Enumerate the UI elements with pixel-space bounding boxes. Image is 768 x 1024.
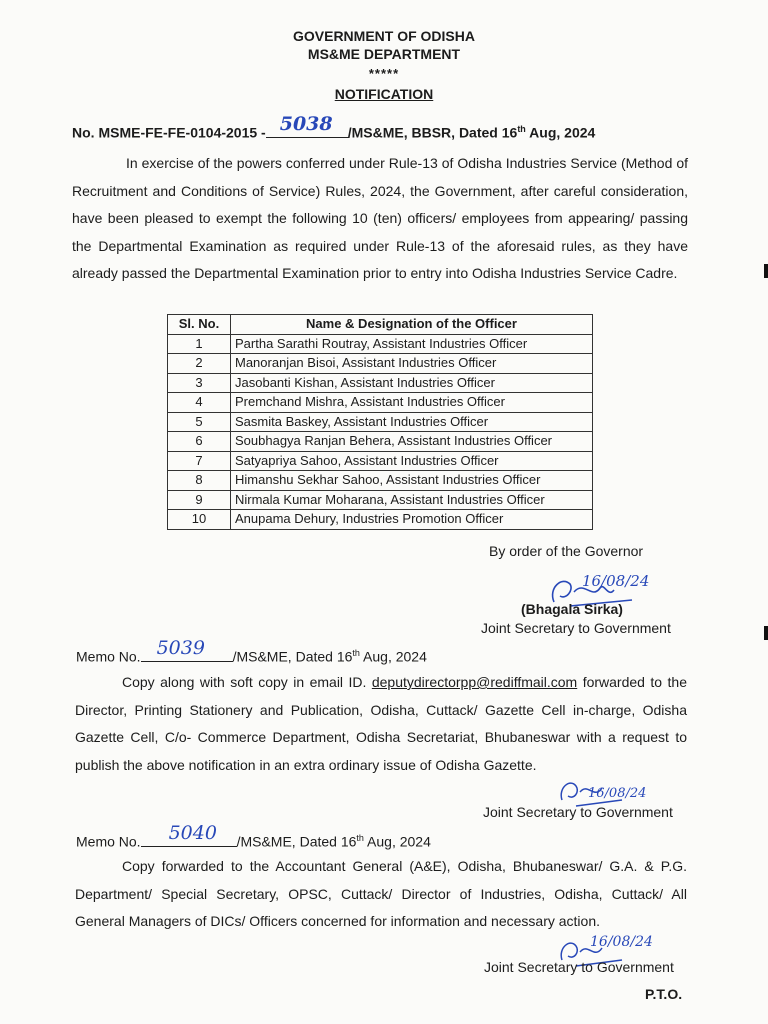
table-cell-slno: 2: [168, 354, 231, 374]
table-cell-slno: 4: [168, 393, 231, 413]
memo1-handwritten-date: 16/08/24: [588, 786, 647, 801]
email-link[interactable]: deputydirectorpp@rediffmail.com: [371, 674, 578, 690]
table-cell-slno: 10: [168, 510, 231, 530]
table-row: [168, 373, 593, 393]
body-paragraph-wrap: [72, 150, 688, 288]
reference-number-blank: [266, 112, 348, 138]
notification-title-wrap: [0, 86, 768, 102]
reference-prefix: No. MSME-FE-FE-0104-2015 -: [72, 124, 266, 141]
table-cell-slno: 1: [168, 334, 231, 354]
memo2-handwritten-date: 16/08/24: [590, 934, 653, 950]
table-row: [168, 432, 593, 452]
memo1-suffix: /MS&ME, Dated 16: [232, 648, 353, 665]
table-cell-officer: Partha Sarathi Routray, Assistant Industries Officer: [231, 334, 593, 354]
memo2-date-rest: Aug, 2024: [363, 833, 431, 850]
memo1-prefix: Memo No.: [76, 648, 141, 665]
reference-date-rest: Aug, 2024: [525, 124, 596, 141]
memo1-text-before-email: Copy along with soft copy in email ID.: [122, 674, 372, 690]
table-cell-slno: 8: [168, 471, 231, 491]
table-cell-officer: Anupama Dehury, Industries Promotion Officer: [231, 510, 593, 530]
table-row: [168, 490, 593, 510]
memo1-handwritten-number: 5039: [156, 636, 205, 659]
memo2-number-blank: [141, 821, 237, 847]
table-row: [168, 471, 593, 491]
memo1-date-rest: Aug, 2024: [359, 648, 427, 665]
body-paragraph: In exercise of the powers conferred under Rule-13 of Odisha Industries Service (Method of Recruitment and Conditions of Service) Rules, 2024, the Government, after careful consideration, have been pleased to exempt the following 10 (ten) officers/ employees from appearing/ passing the Departmental Examination as required under Rule-13 of the aforesaid rules, as they have already passed the Departmental Examination prior to entry into Odisha Industries Service Cadre.: [72, 155, 688, 281]
memo1-date-sup: th: [352, 648, 360, 658]
memo2-prefix: Memo No.: [76, 833, 141, 850]
officers-table: [167, 314, 593, 530]
reference-suffix: /MS&ME, BBSR, Dated 16: [347, 124, 518, 141]
memo2-suffix: /MS&ME, Dated 16: [236, 833, 357, 850]
table-cell-officer: Sasmita Baskey, Assistant Industries Officer: [231, 412, 593, 432]
table-row: [168, 510, 593, 530]
table-cell-slno: 7: [168, 451, 231, 471]
table-cell-slno: 3: [168, 373, 231, 393]
table-header-slno: Sl. No.: [168, 315, 231, 335]
reference-date-sup: th: [517, 124, 526, 134]
memo1-paragraph: [75, 669, 687, 779]
by-order-text: By order of the Governor: [489, 543, 644, 559]
signatory-designation: Joint Secretary to Government: [481, 620, 671, 636]
signatory-name: (Bhagala Sirka): [521, 601, 623, 617]
table-cell-officer: Himanshu Sekhar Sahoo, Assistant Industries Officer: [231, 471, 593, 491]
memo2-designation: Joint Secretary to Government: [484, 959, 674, 975]
reference-handwritten-number: 5038: [279, 112, 333, 135]
memo2-text: Copy forwarded to the Accountant General (A&E), Odisha, Bhubaneswar/ G.A. & P.G. Department/ Special Secretary, OPSC, Cuttack/ Director of Industries, Odisha, Cuttack/ All General Managers of DICs/ Officers concerned for information and necessary action.: [75, 858, 687, 929]
table-cell-officer: Soubhagya Ranjan Behera, Assistant Industries Officer: [231, 432, 593, 452]
table-row: [168, 334, 593, 354]
table-cell-officer: Satyapriya Sahoo, Assistant Industries Officer: [231, 451, 593, 471]
memo1-number-blank: [141, 636, 233, 662]
government-heading: GOVERNMENT OF ODISHA: [292, 28, 475, 44]
pto-label: P.T.O.: [645, 986, 683, 1002]
table-cell-officer: Jasobanti Kishan, Assistant Industries Officer: [231, 373, 593, 393]
table-cell-slno: 9: [168, 490, 231, 510]
table-row: [168, 393, 593, 413]
table-row: [168, 354, 593, 374]
memo2-date-sup: th: [356, 833, 364, 843]
table-cell-officer: Premchand Mishra, Assistant Industries Officer: [231, 393, 593, 413]
memo2-line: [76, 821, 431, 850]
scan-edge-mark: [764, 264, 768, 278]
memo1-line: [76, 636, 427, 665]
notification-title: NOTIFICATION: [334, 86, 434, 102]
scan-edge-mark: [764, 626, 768, 640]
table-cell-officer: Manoranjan Bisoi, Assistant Industries Officer: [231, 354, 593, 374]
table-header-name: Name & Designation of the Officer: [231, 315, 593, 335]
table-cell-slno: 6: [168, 432, 231, 452]
table-cell-officer: Nirmala Kumar Moharana, Assistant Industries Officer: [231, 490, 593, 510]
table-header-row: [168, 315, 593, 335]
reference-line: [72, 112, 596, 141]
table-cell-slno: 5: [168, 412, 231, 432]
memo2-paragraph: [75, 853, 687, 936]
memo1-text-after-email: forwarded to the Director, Printing Stationery and Publication, Odisha, Cuttack/ Gazette Cell in-charge, Odisha Gazette Cell, C/o- Commerce Department, Odisha Secretariat, Bhubaneswar with a request to publish the above notification in an extra ordinary issue of Odisha Gazette.: [75, 674, 687, 773]
memo2-handwritten-number: 5040: [168, 821, 217, 844]
signature-handwritten-date: 16/08/24: [582, 572, 650, 590]
memo1-designation: Joint Secretary to Government: [483, 804, 673, 820]
department-heading: MS&ME DEPARTMENT: [307, 46, 461, 62]
table-row: [168, 412, 593, 432]
header-stars: *****: [368, 66, 400, 81]
table-row: [168, 451, 593, 471]
